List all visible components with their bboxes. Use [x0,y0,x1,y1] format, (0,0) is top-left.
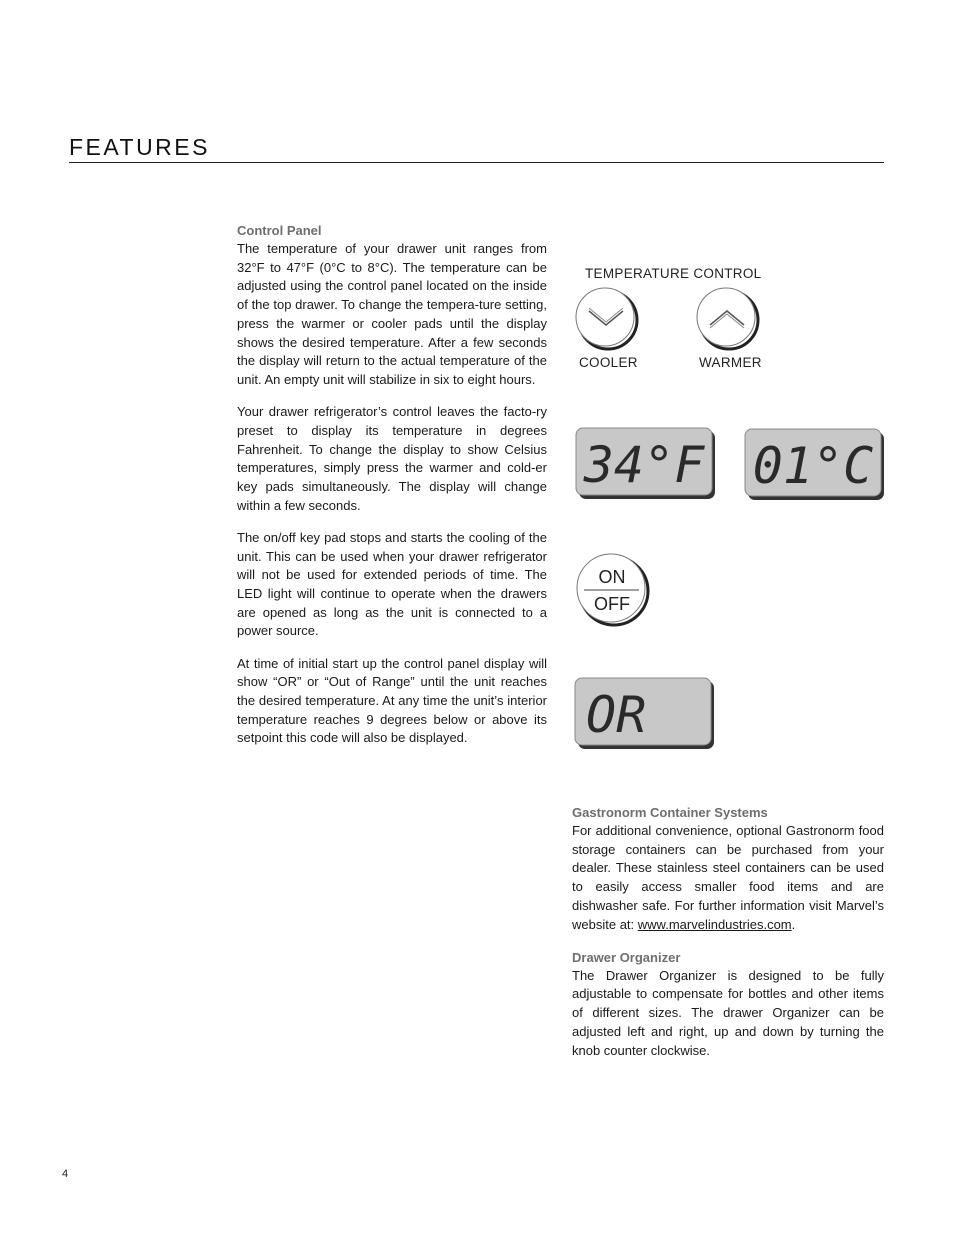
drawer-organizer-heading: Drawer Organizer [572,949,681,965]
celsius-readout: 01°C [752,437,874,495]
fahrenheit-readout: 34°F [583,436,705,494]
cooler-pad-face [576,288,634,346]
gastronorm-text: For additional convenience, optional Gastronorm food storage containers can be purchased from your dealer. These stainless steel containers can be used to easily access smaller food items and are dishwasher safe. For further information visit Marvel’s website at: [572,823,884,932]
control-panel-paragraph-3: The on/off key pad stops and starts the cooling of the unit. This can be used when your drawer refrigerator will not be used for extended periods of time. The LED light will continue to operate when the drawers are opened as long as the unit is connected to a power source. [237,529,547,639]
out-of-range-display [574,677,716,751]
page-number: 4 [62,1168,69,1180]
accessories-section [572,803,884,1074]
fahrenheit-display [575,427,717,501]
out-of-range-readout: OR [586,686,647,744]
on-label: ON [598,567,626,587]
off-label: OFF [594,594,630,614]
temperature-control-label: TEMPERATURE CONTROL [585,266,762,281]
on-off-pad[interactable] [572,551,654,629]
warmer-pad[interactable] [693,286,765,352]
gastronorm-paragraph [572,822,884,934]
drawer-organizer-paragraph: The Drawer Organizer is designed to be fully adjustable to compensate for bottles and other items of different sizes. The drawer Organizer can be adjusted left and right, up and down by turning the knob counter clockwise. [572,967,884,1058]
control-panel-section [237,221,547,762]
control-panel-paragraph-1: The temperature of your drawer unit ranges from 32°F to 47°F (0°C to 8°C). The temperature can be adjusted using the control panel located on the inside of the top drawer. To change the tempera-ture setting, press the warmer or cooler pads until the display shows the desired temperature. After a few seconds the display will return to the actual temperature of the unit. An empty unit will stabilize in six to eight hours. [237,241,547,387]
gastronorm-heading: Gastronorm Container Systems [572,805,768,820]
warmer-label: WARMER [699,355,762,370]
control-panel-paragraph-4: At time of initial start up the control panel display will show “OR” or “Out of Range” until the unit reaches the desired temperature. At any time the unit’s interior temperature reaches 9 degrees below or above its setpoint this code will also be displayed. [237,655,547,746]
warmer-pad-face [697,288,755,346]
control-panel-paragraph-2: Your drawer refrigerator’s control leaves the facto-ry preset to display its temperature in degrees Fahrenheit. To change the display to show Celsius temperatures, simply press the warmer and cold-er key pads simultaneously. The display will change within a few seconds. [237,404,547,513]
title-divider [69,162,884,163]
gastronorm-text-end: . [791,916,796,932]
page-title: FEATURES [69,134,210,160]
cooler-label: COOLER [579,355,638,370]
cooler-pad[interactable] [572,286,644,352]
control-panel-heading: Control Panel [237,223,322,238]
marvel-website-link[interactable]: www.marvelindustries.com [637,916,792,932]
celsius-display [744,428,886,502]
